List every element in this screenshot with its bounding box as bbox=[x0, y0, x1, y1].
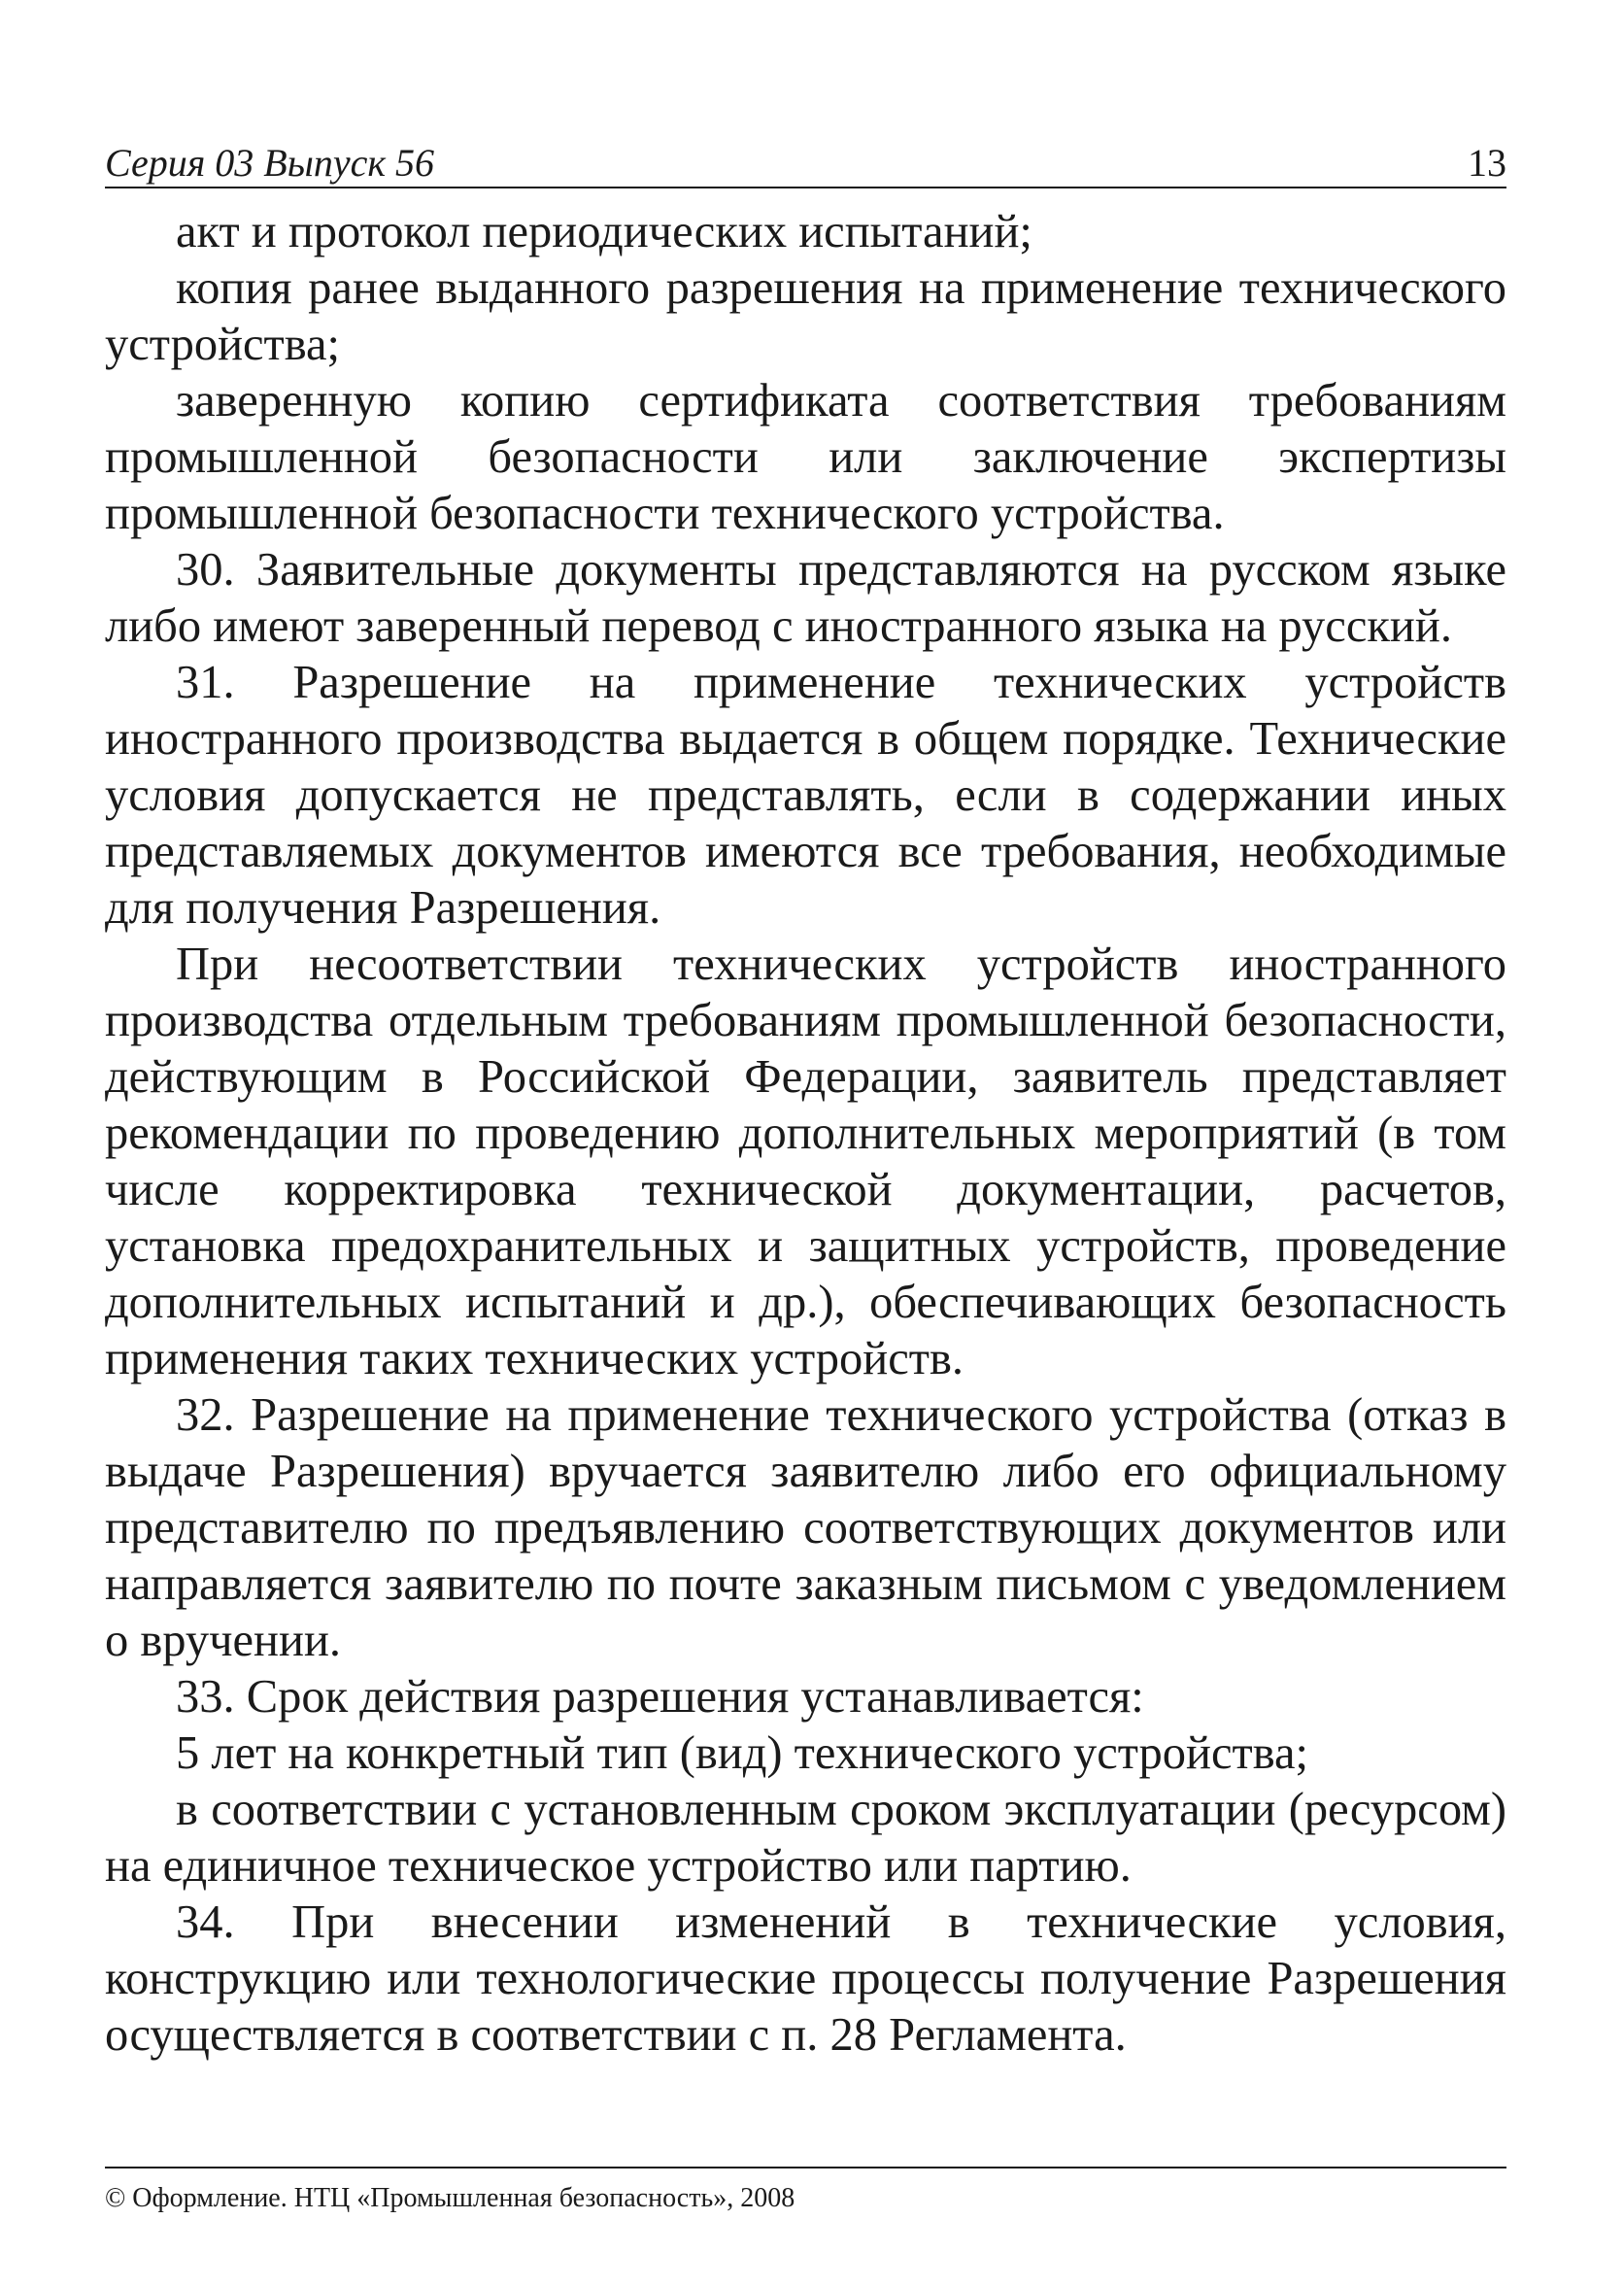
page-number: 13 bbox=[1468, 141, 1506, 185]
paragraph: 5 лет на конкретный тип (вид) технического устройства; bbox=[176, 1727, 1308, 1779]
copyright-notice: © Оформление. НТЦ «Промышленная безопасность», 2008 bbox=[105, 2183, 795, 2213]
page-footer bbox=[105, 2167, 1506, 2215]
paragraph: 31. Разрешение на применение технических устройств иностранного производства выдается в общем порядке. Технические условия допускается не представлять, если в содержании иных представляемых документов имеются все требования, необходимые для получения Разрешения. bbox=[105, 657, 1506, 934]
paragraph: 32. Разрешение на применение технического устройства (отказ в выдаче Разрешения) вручается заявителю либо его официальному представителю по предъявлению соответствующих документов или направляется заявителю по почте заказным письмом с уведомлением о вручении. bbox=[105, 1389, 1506, 1666]
paragraph: в соответствии с установленным сроком эксплуатации (ресурсом) на единичное техническое устройство или партию. bbox=[105, 1784, 1506, 1892]
paragraph: 30. Заявительные документы представляются на русском языке либо имеют заверенный перевод с иностранного языка на русский. bbox=[105, 544, 1506, 652]
paragraph: акт и протокол периодических испытаний; bbox=[176, 206, 1032, 257]
paragraph: 33. Срок действия разрешения устанавливается: bbox=[176, 1671, 1144, 1723]
paragraph: копия ранее выданного разрешения на применение технического устройства; bbox=[105, 262, 1506, 370]
series-title: Серия 03 Выпуск 56 bbox=[105, 141, 435, 185]
paragraph: 34. При внесении изменений в технические условия, конструкцию или технологические процессы получение Разрешения осуществляется в соответствии с п. 28 Регламента. bbox=[105, 1896, 1506, 2061]
paragraph: заверенную копию сертификата соответствия требованиям промышленной безопасности или заключение экспертизы промышленной безопасности технического устройства. bbox=[105, 375, 1506, 539]
page-header bbox=[105, 136, 1506, 188]
document-body bbox=[105, 204, 1506, 2064]
paragraph: При несоответствии технических устройств иностранного производства отдельным требованиям промышленной безопасности, действующим в Российской Федерации, заявитель представляет рекомендации по проведению дополнительных мероприятий (в том числе корректировка технической документации, расчетов, установка предохранительных и защитных устройств, проведение дополнительных испытаний и др.), обеспечивающих безопасность применения таких технических устройств. bbox=[105, 939, 1506, 1384]
